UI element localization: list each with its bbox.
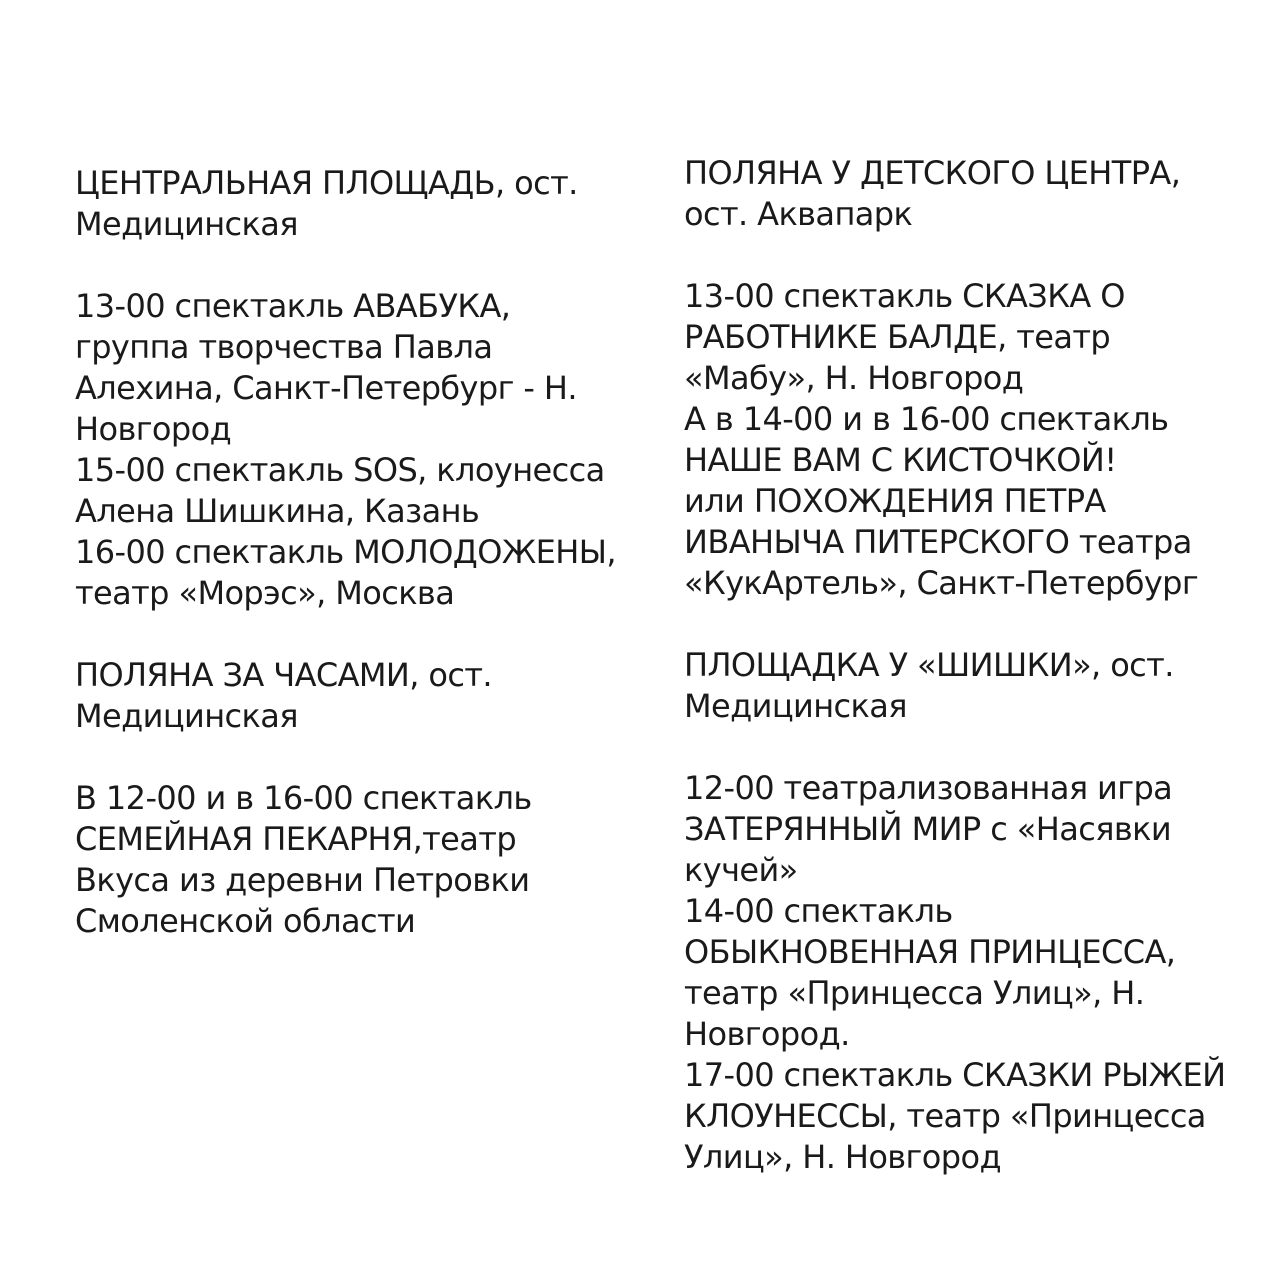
event-line: театр «Морэс», Москва [75, 574, 455, 612]
venue-heading [75, 163, 655, 245]
event-line: 17-00 спектакль СКАЗКИ РЫЖЕЙ [684, 1056, 1226, 1094]
heading-line: ЦЕНТРАЛЬНАЯ ПЛОЩАДЬ, ост. [75, 164, 578, 202]
event-line: «КукАртель», Санкт-Петербург [684, 564, 1199, 602]
event-line: ЗАТЕРЯННЫЙ МИР с «Насявки [684, 810, 1172, 848]
event-line: ИВАНЫЧА ПИТЕРСКОГО театра [684, 523, 1192, 561]
event-line: КЛОУНЕССЫ, театр «Принцесса [684, 1097, 1206, 1135]
spacer [75, 737, 655, 778]
event-line: 12-00 театрализованная игра [684, 769, 1173, 807]
event-line: или ПОХОЖДЕНИЯ ПЕТРА [684, 482, 1106, 520]
left-column [75, 163, 655, 942]
heading-line: ост. Аквапарк [684, 195, 913, 233]
venue-events [684, 768, 1250, 1178]
spacer [75, 614, 655, 655]
event-line: Алехина, Санкт-Петербург - Н. [75, 369, 577, 407]
venue-heading [75, 655, 655, 737]
venue-heading [684, 153, 1250, 235]
event-line: ОБЫКНОВЕННАЯ ПРИНЦЕССА, [684, 933, 1176, 971]
event-line: 13-00 спектакль АВАБУКА, [75, 287, 511, 325]
event-line: СЕМЕЙНАЯ ПЕКАРНЯ,театр [75, 820, 517, 858]
right-column [684, 153, 1250, 1178]
spacer [684, 604, 1250, 645]
heading-line: Медицинская [684, 687, 907, 725]
event-line: НАШЕ ВАМ С КИСТОЧКОЙ! [684, 441, 1117, 479]
event-line: кучей» [684, 851, 798, 889]
spacer [684, 235, 1250, 276]
event-line: 15-00 спектакль SOS, клоунесса [75, 451, 605, 489]
venue-events [684, 276, 1250, 604]
venue-events [75, 778, 655, 942]
venue-central-square [75, 163, 655, 614]
event-line: 14-00 спектакль [684, 892, 953, 930]
heading-line: ПЛОЩАДКА У «ШИШКИ», ост. [684, 646, 1174, 684]
event-line: В 12-00 и в 16-00 спектакль [75, 779, 532, 817]
event-line: 16-00 спектакль МОЛОДОЖЕНЫ, [75, 533, 616, 571]
venue-shishka-site [684, 645, 1250, 1178]
event-line: «Мабу», Н. Новгород [684, 359, 1024, 397]
event-line: группа творчества Павла [75, 328, 493, 366]
venue-heading [684, 645, 1250, 727]
spacer [684, 727, 1250, 768]
venue-events [75, 286, 655, 614]
venue-children-center [684, 153, 1250, 604]
event-line: театр «Принцесса Улиц», Н. [684, 974, 1145, 1012]
event-line: А в 14-00 и в 16-00 спектакль [684, 400, 1169, 438]
heading-line: ПОЛЯНА У ДЕТСКОГО ЦЕНТРА, [684, 154, 1181, 192]
heading-line: ПОЛЯНА ЗА ЧАСАМИ, ост. [75, 656, 492, 694]
venue-clock-meadow [75, 655, 655, 942]
heading-line: Медицинская [75, 205, 298, 243]
event-line: 13-00 спектакль СКАЗКА О [684, 277, 1125, 315]
event-line: Вкуса из деревни Петровки [75, 861, 530, 899]
event-line: РАБОТНИКЕ БАЛДЕ, театр [684, 318, 1111, 356]
event-line: Улиц», Н. Новгород [684, 1138, 1001, 1176]
event-line: Алена Шишкина, Казань [75, 492, 480, 530]
event-line: Новгород [75, 410, 232, 448]
heading-line: Медицинская [75, 697, 298, 735]
event-line: Новгород. [684, 1015, 850, 1053]
event-line: Смоленской области [75, 902, 416, 940]
spacer [75, 245, 655, 286]
